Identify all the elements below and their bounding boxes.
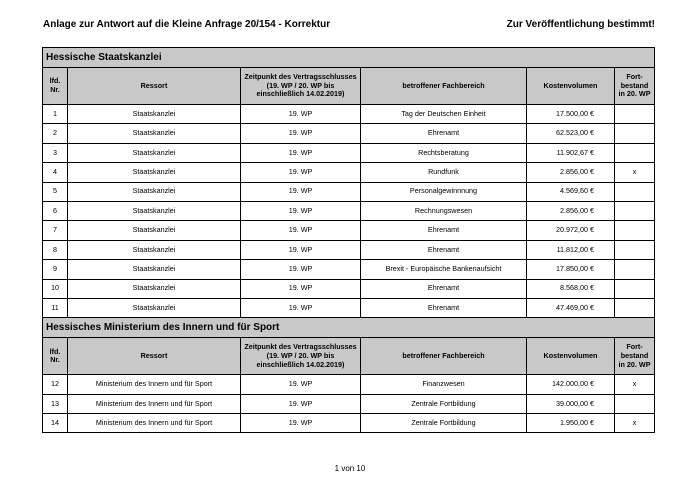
cell-wp: 19. WP [241,105,361,124]
cell-fortbestand [615,394,655,413]
cell-fortbestand [615,105,655,124]
cell-fortbestand [615,260,655,279]
cell-fortbestand [615,279,655,298]
table-row [43,394,655,413]
cell-kosten: 39.000,00 € [527,394,615,413]
cell-wp: 19. WP [241,298,361,317]
cell-ressort: Ministerium des Innern und für Sport [68,394,241,413]
table-row [43,163,655,182]
cell-fachbereich: Ehrenamt [361,298,527,317]
cell-ressort: Staatskanzlei [68,298,241,317]
cell-nr: 13 [43,394,68,413]
cell-nr: 12 [43,375,68,394]
cell-fortbestand [615,240,655,259]
col-header-fortbestand: Fort- bestand in 20. WP [615,338,655,375]
cell-wp: 19. WP [241,279,361,298]
cell-kosten: 8.568,00 € [527,279,615,298]
document-title: Anlage zur Antwort auf die Kleine Anfrage 20/154 - Korrektur [43,19,331,30]
cell-kosten: 2.856,00 € [527,201,615,220]
col-header-ressort: Ressort [68,338,241,375]
cell-ressort: Staatskanzlei [68,182,241,201]
cell-ressort: Staatskanzlei [68,201,241,220]
table-row [43,182,655,201]
cell-kosten: 1.950,00 € [527,414,615,433]
table-row [43,105,655,124]
cell-kosten: 11.812,00 € [527,240,615,259]
table-row [43,240,655,259]
table-row [43,143,655,162]
cell-ressort: Staatskanzlei [68,260,241,279]
column-header-row [43,338,655,375]
table-row [43,260,655,279]
cell-fachbereich: Ehrenamt [361,124,527,143]
cell-fachbereich: Tag der Deutschen Einheit [361,105,527,124]
col-header-kosten: Kostenvolumen [527,68,615,105]
col-header-fachbereich: betroffener Fachbereich [361,338,527,375]
cell-nr: 1 [43,105,68,124]
cell-wp: 19. WP [241,394,361,413]
cell-nr: 2 [43,124,68,143]
page-number: 1 von 10 [334,464,366,473]
column-header-row [43,68,655,105]
col-header-fachbereich: betroffener Fachbereich [361,68,527,105]
cell-kosten: 20.972,00 € [527,221,615,240]
cell-wp: 19. WP [241,201,361,220]
table-row [43,298,655,317]
cell-nr: 7 [43,221,68,240]
cell-fachbereich: Zentrale Fortbildung [361,394,527,413]
cell-fortbestand: x [615,163,655,182]
cell-fachbereich: Ehrenamt [361,240,527,259]
cell-wp: 19. WP [241,182,361,201]
cell-fortbestand [615,221,655,240]
cell-fachbereich: Finanzwesen [361,375,527,394]
section-title: Hessische Staatskanzlei [43,48,655,68]
cell-kosten: 142.000,00 € [527,375,615,394]
cell-kosten: 2.856,00 € [527,163,615,182]
table-row [43,221,655,240]
cell-nr: 10 [43,279,68,298]
table-row [43,124,655,143]
cell-fachbereich: Rundfunk [361,163,527,182]
col-header-zeitpunkt: Zeitpunkt des Vertragsschlusses (19. WP / 20. WP bis einschließlich 14.02.2019) [241,68,361,105]
cell-kosten: 47.469,00 € [527,298,615,317]
cell-fachbereich: Ehrenamt [361,279,527,298]
table-row [43,375,655,394]
col-header-ressort: Ressort [68,68,241,105]
cell-kosten: 17.850,00 € [527,260,615,279]
cell-nr: 14 [43,414,68,433]
cell-ressort: Staatskanzlei [68,105,241,124]
cell-wp: 19. WP [241,163,361,182]
cell-fortbestand [615,201,655,220]
cell-nr: 4 [43,163,68,182]
cell-ressort: Ministerium des Innern und für Sport [68,375,241,394]
cell-fachbereich: Ehrenamt [361,221,527,240]
cell-fortbestand: x [615,414,655,433]
cell-fortbestand [615,298,655,317]
cell-kosten: 62.523,00 € [527,124,615,143]
cell-ressort: Staatskanzlei [68,279,241,298]
cell-wp: 19. WP [241,124,361,143]
col-header-fortbestand: Fort- bestand in 20. WP [615,68,655,105]
cell-kosten: 11.902,67 € [527,143,615,162]
col-header-nr: lfd. Nr. [43,338,68,375]
cell-nr: 8 [43,240,68,259]
col-header-zeitpunkt: Zeitpunkt des Vertragsschlusses (19. WP / 20. WP bis einschließlich 14.02.2019) [241,338,361,375]
cell-ressort: Staatskanzlei [68,143,241,162]
cell-fortbestand: x [615,375,655,394]
cell-wp: 19. WP [241,240,361,259]
table-row [43,279,655,298]
cell-fachbereich: Brexit - Europäische Bankenaufsicht [361,260,527,279]
cell-nr: 9 [43,260,68,279]
cell-ressort: Staatskanzlei [68,240,241,259]
cell-fortbestand [615,124,655,143]
cell-kosten: 17.500,00 € [527,105,615,124]
cell-nr: 3 [43,143,68,162]
cell-ressort: Staatskanzlei [68,124,241,143]
cost-table [42,47,655,433]
cell-fachbereich: Rechtsberatung [361,143,527,162]
cell-ressort: Staatskanzlei [68,221,241,240]
cell-wp: 19. WP [241,260,361,279]
section-title: Hessisches Ministerium des Innern und für Sport [43,318,655,338]
cell-fortbestand [615,182,655,201]
cell-wp: 19. WP [241,375,361,394]
cell-fachbereich: Zentrale Fortbildung [361,414,527,433]
section-header [43,48,655,68]
col-header-nr: lfd. Nr. [43,68,68,105]
cell-ressort: Staatskanzlei [68,163,241,182]
cell-fachbereich: Rechnungswesen [361,201,527,220]
cell-wp: 19. WP [241,414,361,433]
cell-ressort: Ministerium des Innern und für Sport [68,414,241,433]
cell-kosten: 4.569,60 € [527,182,615,201]
cell-wp: 19. WP [241,221,361,240]
cell-fachbereich: Personalgewinnnung [361,182,527,201]
table-row [43,201,655,220]
cell-nr: 6 [43,201,68,220]
table-row [43,414,655,433]
cell-nr: 11 [43,298,68,317]
section-header [43,318,655,338]
cell-nr: 5 [43,182,68,201]
col-header-kosten: Kostenvolumen [527,338,615,375]
cell-wp: 19. WP [241,143,361,162]
release-note: Zur Veröffentlichung bestimmt! [506,19,655,30]
cell-fortbestand [615,143,655,162]
